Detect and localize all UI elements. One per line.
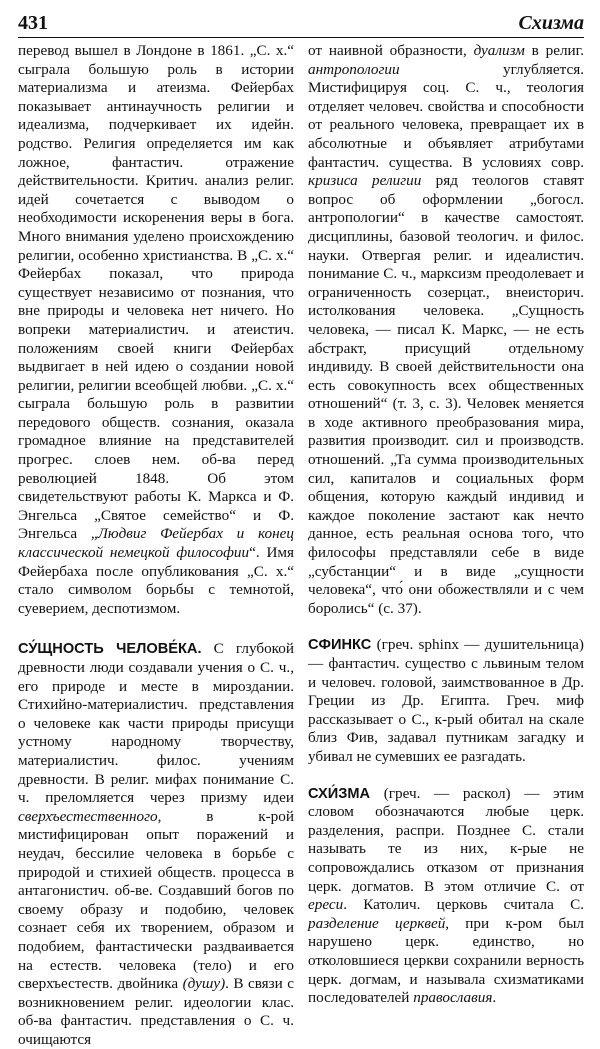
text-run: (греч. sphinx — душительница) — фантастич. существо с львиным телом и человеч. головой, заимствованное в Др. Греции из Др. Египта. Греч. миф рассказывает о С., к-рый обитал на скале близ Фив, задавал путникам загадку и убивал не сумевших ее разгадать. [308, 636, 584, 765]
page-number: 431 [18, 12, 48, 34]
text-run: от наивной образности, [308, 42, 474, 59]
headword: СХИ́ЗМА [308, 785, 371, 802]
text-run-italic: кризиса религии [308, 172, 422, 190]
text-run: в религ. [524, 42, 584, 59]
running-head: Схизма [518, 12, 584, 34]
entry-sphinx [308, 636, 584, 766]
text-run: перевод вышел в Лондоне в 1861. „С. х.“ сыграла большую роль в истории материализма и атеизма. Фейербах показывает антинаучность религии и идеализма, подчеркивает их идейн. родство. Религия определяется им как ложное, фантастич. отражение действительности. Критич. анализ религ. идей сочетается с выводом о необходимости искоренения веры в бога. Много внимания уделено происхождению религии, особенно христианства. В „С. х.“ Фейербах показал, что природа существует независимо от познания, что вне природы и человека нет ничего. Но вопреки материалистич. и атеистич. положениям своей книги Фейербах выдвигает в ней идею о создании новой религии, религии всеобщей любви. „С. х.“ сыграла большую роль в развитии передового обществ. сознания, оказала громадное влияние на представителей прогрес. слоев нем. об-ва перед революцией 1848. Об этом свидетельствуют работы К. Маркса и Ф. Энгельса „Святое семейство“ и Ф. Энгельса „ [18, 42, 294, 543]
entry-schism [308, 785, 584, 1008]
text-run: “. Имя Фейербаха после опубликования „С. х.“ стало символом борьбы с темнотой, суеверием, деспотизмом. [18, 544, 295, 617]
text-run: . [492, 989, 497, 1007]
text-run-italic: разделение церквей [308, 914, 446, 932]
text-run-italic: (душу) [182, 975, 226, 993]
headword: СФИНКС [308, 637, 372, 654]
entry-essence-of-man [18, 640, 294, 1049]
paragraph-essence-of-christianity-end [18, 42, 294, 618]
right-column [308, 42, 584, 1008]
text-run: (греч. — раскол) — этим словом обозначаются любые церк. разделения, распри. Позднее С. стали называть те из них, к-рые не сопровождались отказом от признания церк. догматов. В этом отличие С. от [308, 784, 584, 895]
text-run-italic: Людвиг Фейербах и конец классической немецкой философии [18, 525, 294, 562]
text-run: . В связи с возникновением религ. идеологии клас. об-ва фантастич. представления о С. ч. очищаются [18, 975, 294, 1048]
entry-essence-of-man-continued [308, 42, 584, 618]
text-run-italic: ереси [308, 896, 344, 914]
left-column [18, 42, 294, 1049]
text-run-italic: дуализм [473, 42, 525, 59]
text-run: С глубокой древности люди создавали учения о С. ч., его природе и месте в мироздании. Стихийно-материалистич. представления о человеке как части природы присущи устному народному творчеству, материалистич. филос. учениям древности. В религ. мифах понимание С. ч. преломляется через призму идеи [18, 640, 294, 807]
text-run-italic: антропологии [308, 60, 400, 78]
text-run: . Католич. церковь считала С. [343, 896, 584, 914]
text-run-italic: сверхъестественного [18, 807, 158, 825]
text-run: , при к-ром был нарушено церк. единство, но отколовшиеся церкви сохранили верность церк. догмам, и называла схизматиками последователей [308, 914, 584, 1007]
page-header [18, 10, 584, 34]
text-run-italic: православия [413, 989, 493, 1007]
text-run: , в к-рой мистифицирован опыт поражений и неудач, бессилие человека в борьбе с природой и стихией обществ. процесса в антагонистич. об-ве. Создавший богов по своему образу и подобию, человек сознает себя их творением, образом и подобием, фантастически раздваивается на естеств. человека (тело) и его сверхъестеств. двойника [18, 807, 294, 993]
header-rule [18, 37, 584, 38]
headword: СУ́ЩНОСТЬ ЧЕЛОВЕ́КА. [18, 641, 202, 658]
text-run: углубляется. Мистифицируя соц. С. ч., теология отделяет человеч. свойства и способности от реального человека, превращает их в абсолютные и объявляет атрибутами фантастич. существа. В условиях совр. [308, 60, 584, 171]
text-run: ряд теологов ставят вопрос об оформлении „богосл. антропологии“ в качестве самостоят. дисциплины, базовой теологич. и филос. науки. Отвергая религ. и идеалистич. понимание С. ч., марксизм преодолевает и ограниченность созерцат., внеисторич. истолкования человека. „Сущность человека, — писал К. Маркс, — не есть абстракт, присущий отдельному индивиду. В своей действительности она есть совокупность всех общественных отношений“ (т. 3, с. 3). Человек меняется в ходе активного преобразования мира, развития производит. сил и производств. отношений. „Та сумма производительных сил, капиталов и социальных форм общения, которую каждый индивид и каждое поколение застают как нечто данное, есть реальная основа того, что философы представляли себе в виде „субстанции“ и в виде „сущности человека“, что́ они обожествляли и с чем боролись“ (с. 37). [308, 172, 584, 617]
